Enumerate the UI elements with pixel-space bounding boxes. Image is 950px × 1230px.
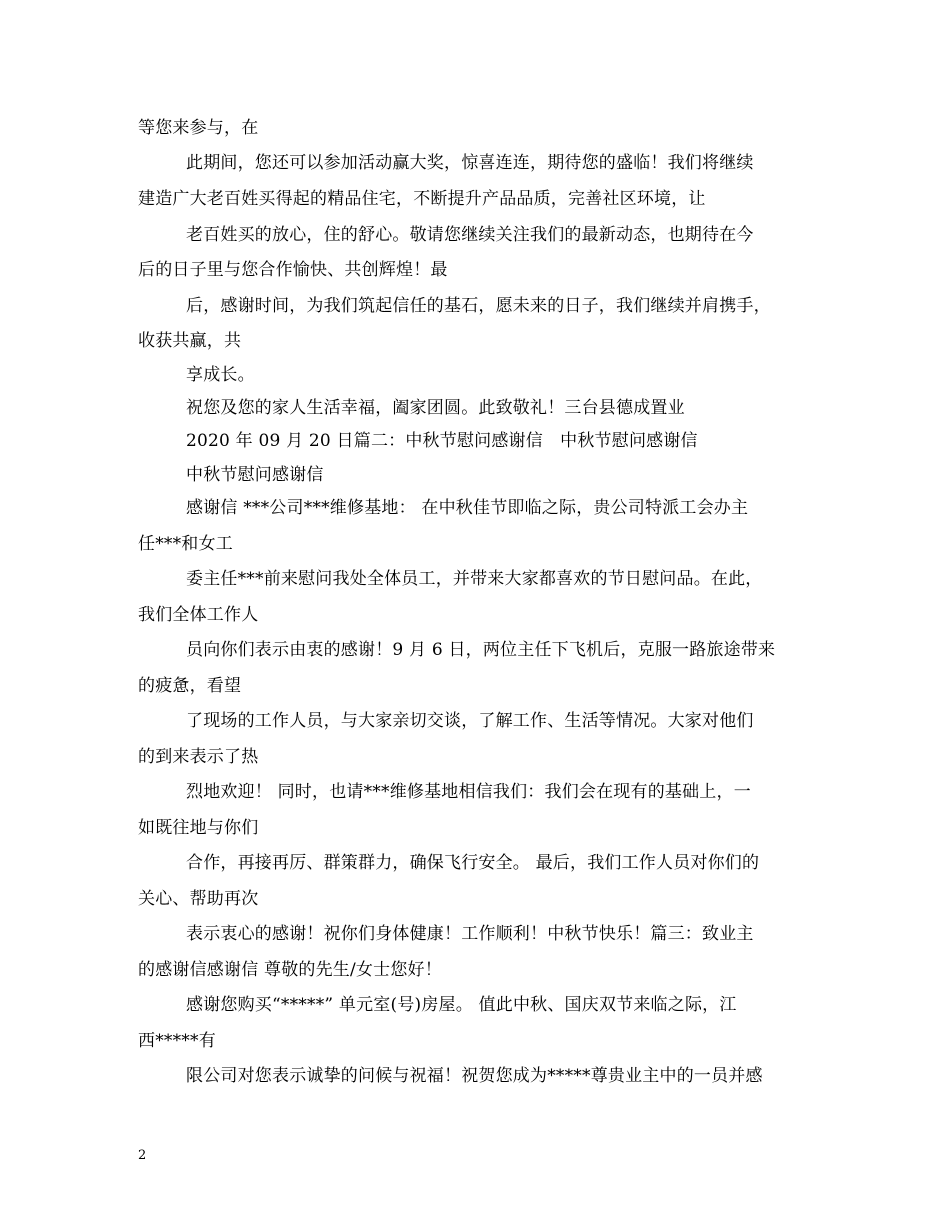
body-text-line: 关心、帮助再次	[138, 889, 259, 909]
body-text-line: 任***和女工	[138, 534, 233, 554]
body-text-line: 合作，再接再厉、群策群力，确保飞行安全。 最后，我们工作人员对你们的	[186, 853, 760, 873]
body-text-line: 如既往地与你们	[138, 818, 259, 838]
body-text-line: 的到来表示了热	[138, 747, 259, 767]
body-text-line: 委主任***前来慰问我处全体员工，并带来大家都喜欢的节日慰问品。在此，	[186, 569, 763, 589]
body-text-line: 西*****有	[138, 1031, 216, 1051]
body-text-line: 我们全体工作人	[138, 605, 259, 625]
body-text-line: 表示衷心的感谢！祝你们身体健康！工作顺利！中秋节快乐！篇三：致业主	[186, 924, 754, 944]
body-text-line: 的疲惫，看望	[138, 676, 242, 696]
section-heading-line: 2020 年 09 月 20 日篇二：中秋节慰问感谢信 中秋节慰问感谢信	[186, 431, 698, 451]
body-text-line: 的感谢信感谢信 尊敬的先生/女士您好！	[138, 960, 442, 980]
body-text-line: 祝您及您的家人生活幸福，阖家团圆。此致敬礼！三台县德成置业	[186, 398, 685, 418]
body-text-line: 老百姓买的放心，住的舒心。敬请您继续关注我们的最新动态，也期待在今	[186, 225, 754, 245]
body-text-line: 后的日子里与您合作愉快、共创辉煌！最	[138, 260, 448, 280]
body-text-line: 建造广大老百姓买得起的精品住宅，不断提升产品品质，完善社区环境，让	[138, 189, 706, 209]
body-text-line: 感谢您购买“*****” 单元室(号)房屋。 值此中秋、国庆双节来临之际，江	[186, 995, 737, 1015]
body-text-line: 享成长。	[186, 365, 255, 385]
body-text-line: 员向你们表示由衷的感谢！9 月 6 日，两位主任下飞机后，克服一路旅途带来	[186, 640, 776, 660]
body-text-line: 限公司对您表示诚挚的问候与祝福！祝贺您成为*****尊贵业主中的一员并感	[186, 1066, 763, 1086]
body-text-line: 等您来参与，在	[138, 118, 259, 138]
body-text-line: 了现场的工作人员，与大家亲切交谈，了解工作、生活等情况。大家对他们	[186, 711, 754, 731]
body-text-line: 感谢信 ***公司***维修基地： 在中秋佳节即临之际，贵公司特派工会办主	[186, 498, 749, 518]
page-number: 2	[138, 1148, 147, 1163]
body-text-line: 后，感谢时间，为我们筑起信任的基石，愿未来的日子，我们继续并肩携手，	[186, 296, 771, 316]
body-text-line: 此期间，您还可以参加活动赢大奖，惊喜连连，期待您的盛临！我们将继续	[186, 153, 754, 173]
body-text-line: 烈地欢迎！ 同时，也请***维修基地相信我们：我们会在现有的基础上，一	[186, 782, 751, 802]
body-text-line: 收获共赢，共	[138, 331, 242, 351]
section-title: 中秋节慰问感谢信	[186, 465, 324, 485]
